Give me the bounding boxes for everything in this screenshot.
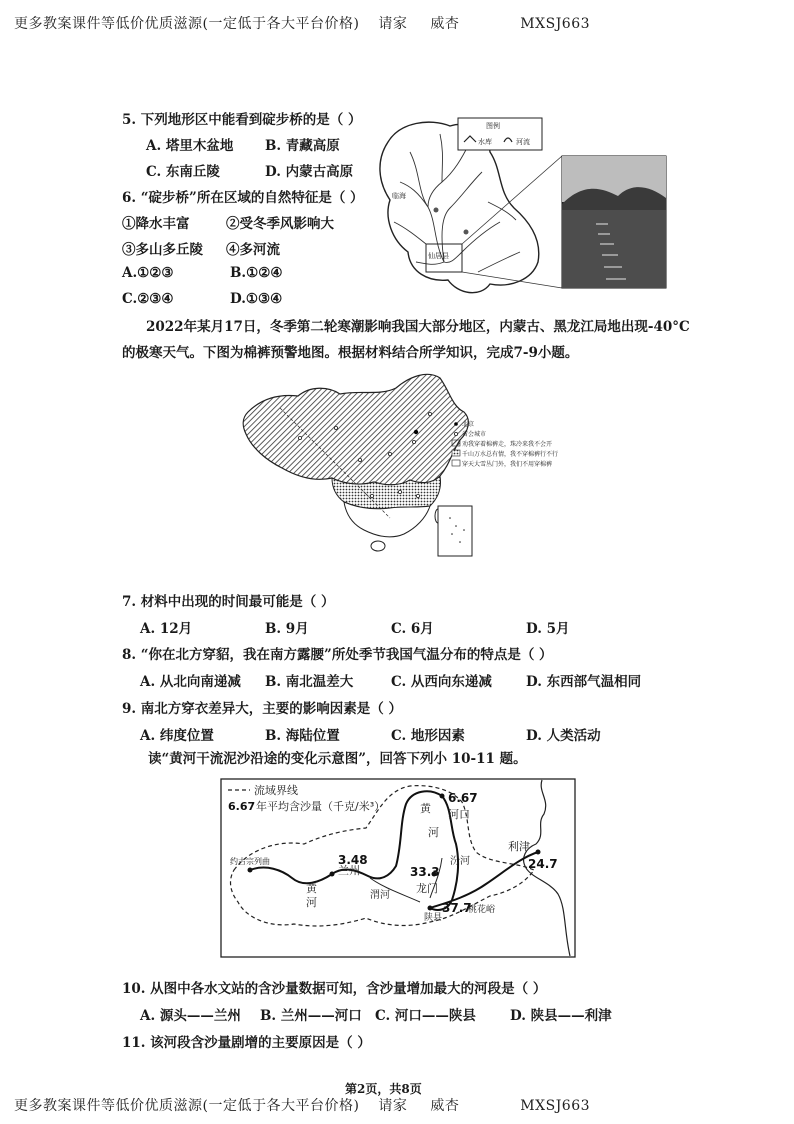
q7-option-b: B. 9月	[265, 621, 309, 637]
legend-dots-swatch	[452, 450, 460, 456]
passage2-text: 读“黄河干流泥沙沿途的变化示意图”，回答下列小 10-11 题。	[148, 751, 527, 767]
map2-legend-item3: 劝我穿着棉裤走，珠冷来我不会开	[462, 441, 553, 448]
map2-legend	[452, 420, 558, 468]
q9-option-d: D. 人类活动	[526, 728, 601, 744]
q8-option-c: C. 从西向东递减	[391, 674, 492, 690]
legend-capital-icon	[454, 432, 457, 435]
top-banner	[14, 13, 590, 33]
banner-code: MXSJ663	[520, 16, 591, 32]
bottom-banner-contact: 请家	[378, 1098, 408, 1114]
map1-legend-reservoir: 水库	[478, 138, 492, 146]
passage1-line1: 2022年某月17日，冬季第二轮寒潮影响我国大部分地区，内蒙古、黑龙江局地出现-40°C	[146, 319, 690, 335]
river-network	[394, 134, 520, 272]
south-sea-inset	[438, 506, 472, 556]
map2-legend-capital: 省会城市	[462, 431, 487, 438]
map3-label-he-west: 河	[306, 896, 317, 909]
map2-legend-beijing: 北京	[462, 421, 475, 428]
q7-option-a: A. 12月	[140, 621, 193, 637]
page-number: 第2页，共8页	[345, 1082, 422, 1096]
lijin-marker	[536, 850, 541, 855]
map3-station-lanzhou: 兰州	[338, 864, 360, 877]
q10-option-c: C. 河口——陕县	[375, 1008, 476, 1024]
banner-text: 更多教案课件等低价优质滋源(一定低于各大平台价格)	[14, 16, 360, 32]
q7-option-c: C. 6月	[391, 621, 434, 637]
map3-station-shanxian: 陕县	[424, 913, 443, 923]
map1-label-bridge: 仙居县	[428, 252, 449, 260]
q8-option-b: B. 南北温差大	[265, 674, 354, 690]
map3-legend-desc: 年平均含沙量（千克/米³）	[256, 800, 386, 813]
north-region	[243, 374, 468, 484]
bridge-photo	[562, 156, 666, 288]
q6-item-2: ②受冬季风影响大	[226, 216, 334, 232]
map3-value-lanzhou: 3.48	[338, 853, 368, 867]
q6-option-c: C.②③④	[122, 291, 174, 307]
map3-value-lijin: 24.7	[528, 857, 558, 871]
bottom-banner-name: 威杏	[430, 1098, 460, 1114]
reservoir-icons	[434, 208, 469, 235]
map3-value-hekou: 6.67	[448, 791, 478, 805]
banner-contact: 请家	[378, 16, 408, 32]
q8-option-a: A. 从北向南递减	[140, 674, 241, 690]
q8-option-d: D. 东西部气温相同	[526, 674, 642, 690]
source-marker	[248, 868, 253, 873]
connector-line-top	[462, 156, 562, 244]
hainan-island	[371, 541, 385, 551]
q9-option-a: A. 纬度位置	[140, 728, 214, 744]
map1-legend-title: 图例	[486, 122, 500, 130]
q9-stem: 9. 南北方穿衣差异大，主要的影响因素是（ ）	[122, 701, 402, 717]
shanxian-marker	[428, 906, 433, 911]
map1-label-city: 临海	[392, 192, 406, 200]
q8-stem: 8. “你在北方穿貂，我在南方露腰”所处季节我国气温分布的特点是（ ）	[122, 647, 553, 663]
map3-label-weihe: 渭河	[370, 890, 390, 901]
map3-value-longmen: 33.3	[410, 865, 440, 879]
legend-blank-swatch	[452, 460, 460, 466]
q11-stem: 11. 该河段含沙量剧增的主要原因是（ ）	[122, 1035, 371, 1051]
q5-option-d: D. 内蒙古高原	[265, 164, 354, 180]
q10-option-b: B. 兰州——河口	[260, 1008, 362, 1024]
map3-station-longmen: 龙门	[416, 882, 438, 895]
banner-name: 威杏	[430, 16, 460, 32]
map3-legend-boundary: 流域界线	[254, 784, 298, 797]
q6-stem: 6. “碇步桥”所在区域的自然特征是（ ）	[122, 190, 364, 206]
passage1-line2: 的极寒天气。下图为棉裤预警地图。根据材料结合所学知识，完成7-9小题。	[122, 345, 579, 361]
q10-option-a: A. 源头——兰州	[140, 1008, 241, 1024]
q7-option-d: D. 5月	[526, 621, 570, 637]
legend-beijing-icon	[454, 422, 458, 426]
connector-line-bottom	[462, 272, 562, 288]
q10-stem: 10. 从图中各水文站的含沙量数据可知，含沙量增加最大的河段是（ ）	[122, 981, 547, 997]
q5-option-b: B. 青藏高原	[265, 138, 340, 154]
map3-label-he-north: 河	[428, 826, 439, 839]
map3-station-hekou: 河口	[448, 808, 470, 821]
q6-option-d: D.①③④	[230, 291, 283, 307]
map3-label-huang-north: 黄	[420, 802, 431, 815]
q6-option-b: B.①②④	[230, 265, 283, 281]
map3-station-lijin: 利津	[508, 840, 530, 853]
bottom-banner-text: 更多教案课件等低价优质滋源(一定低于各大平台价格)	[14, 1098, 360, 1114]
china-warning-map	[240, 368, 660, 560]
q6-item-1: ①降水丰富	[122, 216, 190, 232]
map3-label-fenhe: 汾河	[450, 856, 470, 867]
yellow-river-sediment-map	[220, 778, 576, 958]
q6-option-a: A.①②③	[122, 265, 174, 281]
q7-stem: 7. 材料中出现的时间最可能是（ ）	[122, 594, 335, 610]
q5-stem: 5. 下列地形区中能看到碇步桥的是（ ）	[122, 112, 362, 128]
q10-option-d: D. 陕县——利津	[510, 1008, 612, 1024]
map1-legend-river: 河流	[516, 138, 530, 146]
bottom-banner	[14, 1095, 590, 1115]
q9-option-c: C. 地形因素	[391, 728, 465, 744]
map3-source-label: 约古宗列曲	[230, 857, 270, 866]
q5-option-a: A. 塔里木盆地	[146, 138, 234, 154]
hekou-marker	[440, 794, 445, 799]
map2-legend-item4: 千山万水总有情，我不穿棉裤行不行	[462, 451, 559, 458]
map3-label-huang-west: 黄	[306, 882, 317, 895]
map3-value-shanxian: 37.7	[442, 901, 472, 915]
river-map-figure	[370, 112, 670, 318]
legend-hatch-swatch	[452, 440, 460, 446]
q6-item-3: ③多山多丘陵	[122, 242, 203, 258]
q6-item-4: ④多河流	[226, 242, 280, 258]
q5-option-c: C. 东南丘陵	[146, 164, 220, 180]
q9-option-b: B. 海陆位置	[265, 728, 340, 744]
beijing-marker	[414, 430, 418, 434]
map3-legend-value: 6.67	[228, 800, 256, 813]
bottom-banner-code: MXSJ663	[520, 1098, 591, 1114]
map3-station-taohuayu: 桃花峪	[468, 905, 496, 915]
map2-legend-item5: 穿天大雪丛门外，我们不用穿棉裤	[462, 461, 553, 468]
lanzhou-marker	[330, 872, 335, 877]
